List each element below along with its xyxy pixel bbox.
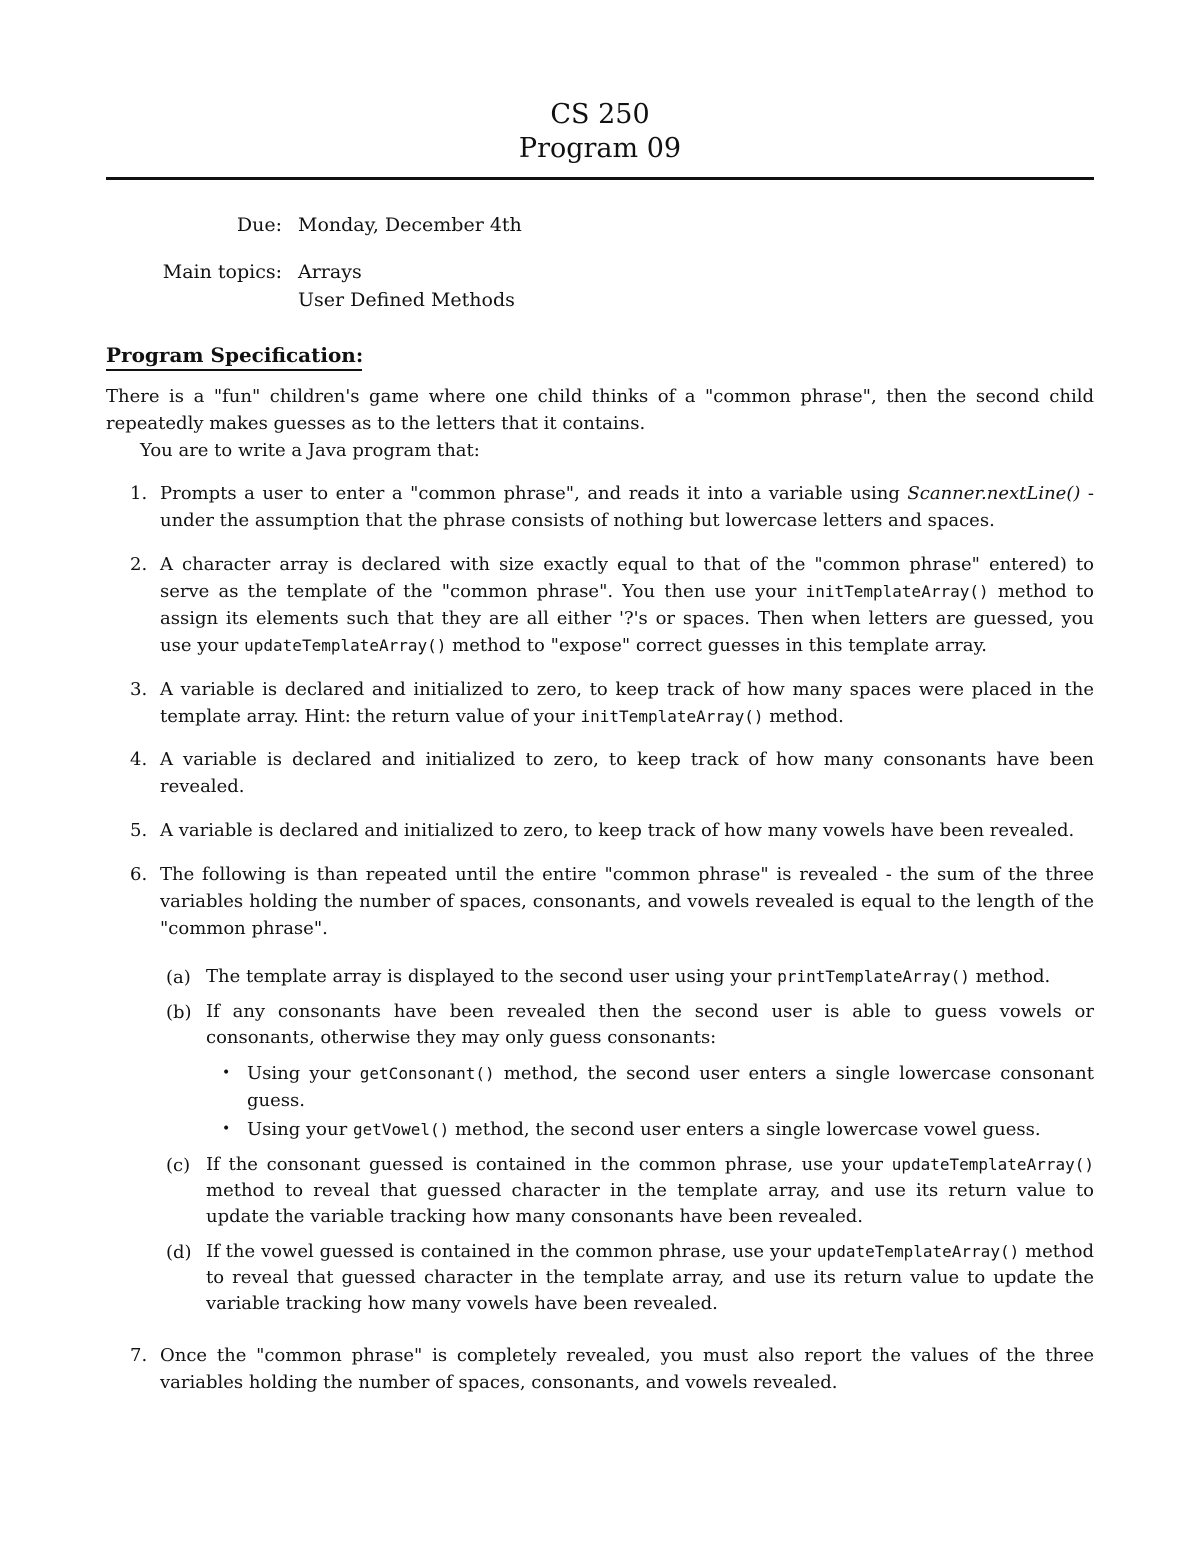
sub-item-number: (a) xyxy=(166,967,191,988)
intro-text-2: You are to write a Java program that: xyxy=(140,440,480,461)
list-item: A variable is declared and initialized to zero, to keep track of how many vowels have been revealed. xyxy=(160,820,1075,841)
due-value: Monday, December 4th xyxy=(298,214,522,236)
code-inittemplatearray: initTemplateArray() xyxy=(580,707,764,726)
item-number: 5. xyxy=(130,820,148,841)
intro-text: There is a "fun" children's game where one child thinks of a "common phrase", then the second child repeatedly makes guesses as to the letters that it contains. xyxy=(106,386,1094,434)
code-updatetemplatearray: updateTemplateArray() xyxy=(816,1242,1020,1261)
sub-list-item: The template array is displayed to the second user using your printTemplateArray() method. xyxy=(206,966,1051,987)
bullet-icon: • xyxy=(222,1065,231,1081)
program-title: Program 09 xyxy=(518,133,682,164)
bullet-item: Using your getVowel() method, the second user enters a single lowercase vowel guess. xyxy=(247,1119,1041,1140)
code-printtemplatearray: printTemplateArray() xyxy=(777,967,970,986)
course-title: CS 250 xyxy=(550,99,650,130)
code-updatetemplatearray: updateTemplateArray() xyxy=(244,636,447,655)
code-scanner-nextline: Scanner.nextLine() xyxy=(907,483,1081,504)
bullet-item: Using your getConsonant() method, the second user enters a single lowercase consonant guess. xyxy=(247,1063,1094,1111)
item-number: 1. xyxy=(130,483,148,504)
list-item: Prompts a user to enter a "common phrase", and reads it into a variable using Scanner.nextLine() - under the assumption that the phrase consists of nothing but lowercase letters and spaces. xyxy=(160,483,1095,531)
sub-item-number: (b) xyxy=(166,1002,192,1023)
list-item: A character array is declared with size exactly equal to that of the "common phrase" entered) to serve as the template of the "common phrase". You then use your initTemplateArray() method to assign its elements such that they are all either '?'s or spaces. Then when letters are guessed, you use your updateTemplateArray() method to "expose" correct guesses in this template array. xyxy=(160,554,1094,656)
item-number: 4. xyxy=(130,749,148,770)
sub-list-item: If any consonants have been revealed then the second user is able to guess vowels or consonants, otherwise they may only guess consonants: xyxy=(206,1001,1094,1048)
list-item: A variable is declared and initialized to zero, to keep track of how many consonants have been revealed. xyxy=(160,749,1094,797)
list-item: Once the "common phrase" is completely revealed, you must also report the values of the three variables holding the number of spaces, consonants, and vowels revealed. xyxy=(160,1345,1094,1393)
item-number: 6. xyxy=(130,864,148,885)
code-getvowel: getVowel() xyxy=(352,1120,450,1139)
bullet-icon: • xyxy=(222,1121,231,1137)
code-updatetemplatearray: updateTemplateArray() xyxy=(891,1155,1094,1174)
list-item: A variable is declared and initialized to zero, to keep track of how many spaces were placed in the template array. Hint: the return value of your initTemplateArray() method. xyxy=(160,679,1094,727)
section-heading: Program Specification: xyxy=(106,343,364,367)
code-inittemplatearray: initTemplateArray() xyxy=(805,582,989,601)
sub-item-number: (d) xyxy=(166,1242,192,1263)
sub-list-item: If the vowel guessed is contained in the common phrase, use your updateTemplateArray() method to reveal that guessed character in the template array, and use its return value to update the variable tracking how many vowels have been revealed. xyxy=(206,1241,1094,1314)
item-number: 3. xyxy=(130,679,148,700)
topics-label: Main topics: xyxy=(162,261,282,283)
sub-list-item: If the consonant guessed is contained in the common phrase, use your updateTemplateArray() method to reveal that guessed character in the template array, and use its return value to update the variable tracking how many consonants have been revealed. xyxy=(206,1154,1094,1227)
list-item: The following is than repeated until the entire "common phrase" is revealed - the sum of the three variables holding the number of spaces, consonants, and vowels revealed is equal to the length of the "common phrase". xyxy=(160,864,1094,939)
sub-item-number: (c) xyxy=(166,1155,191,1176)
item-number: 7. xyxy=(130,1345,148,1366)
item-number: 2. xyxy=(130,554,148,575)
due-label: Due: xyxy=(236,214,282,236)
code-getconsonant: getConsonant() xyxy=(359,1064,495,1083)
topic-item: User Defined Methods xyxy=(298,289,515,311)
topic-item: Arrays xyxy=(298,261,362,283)
